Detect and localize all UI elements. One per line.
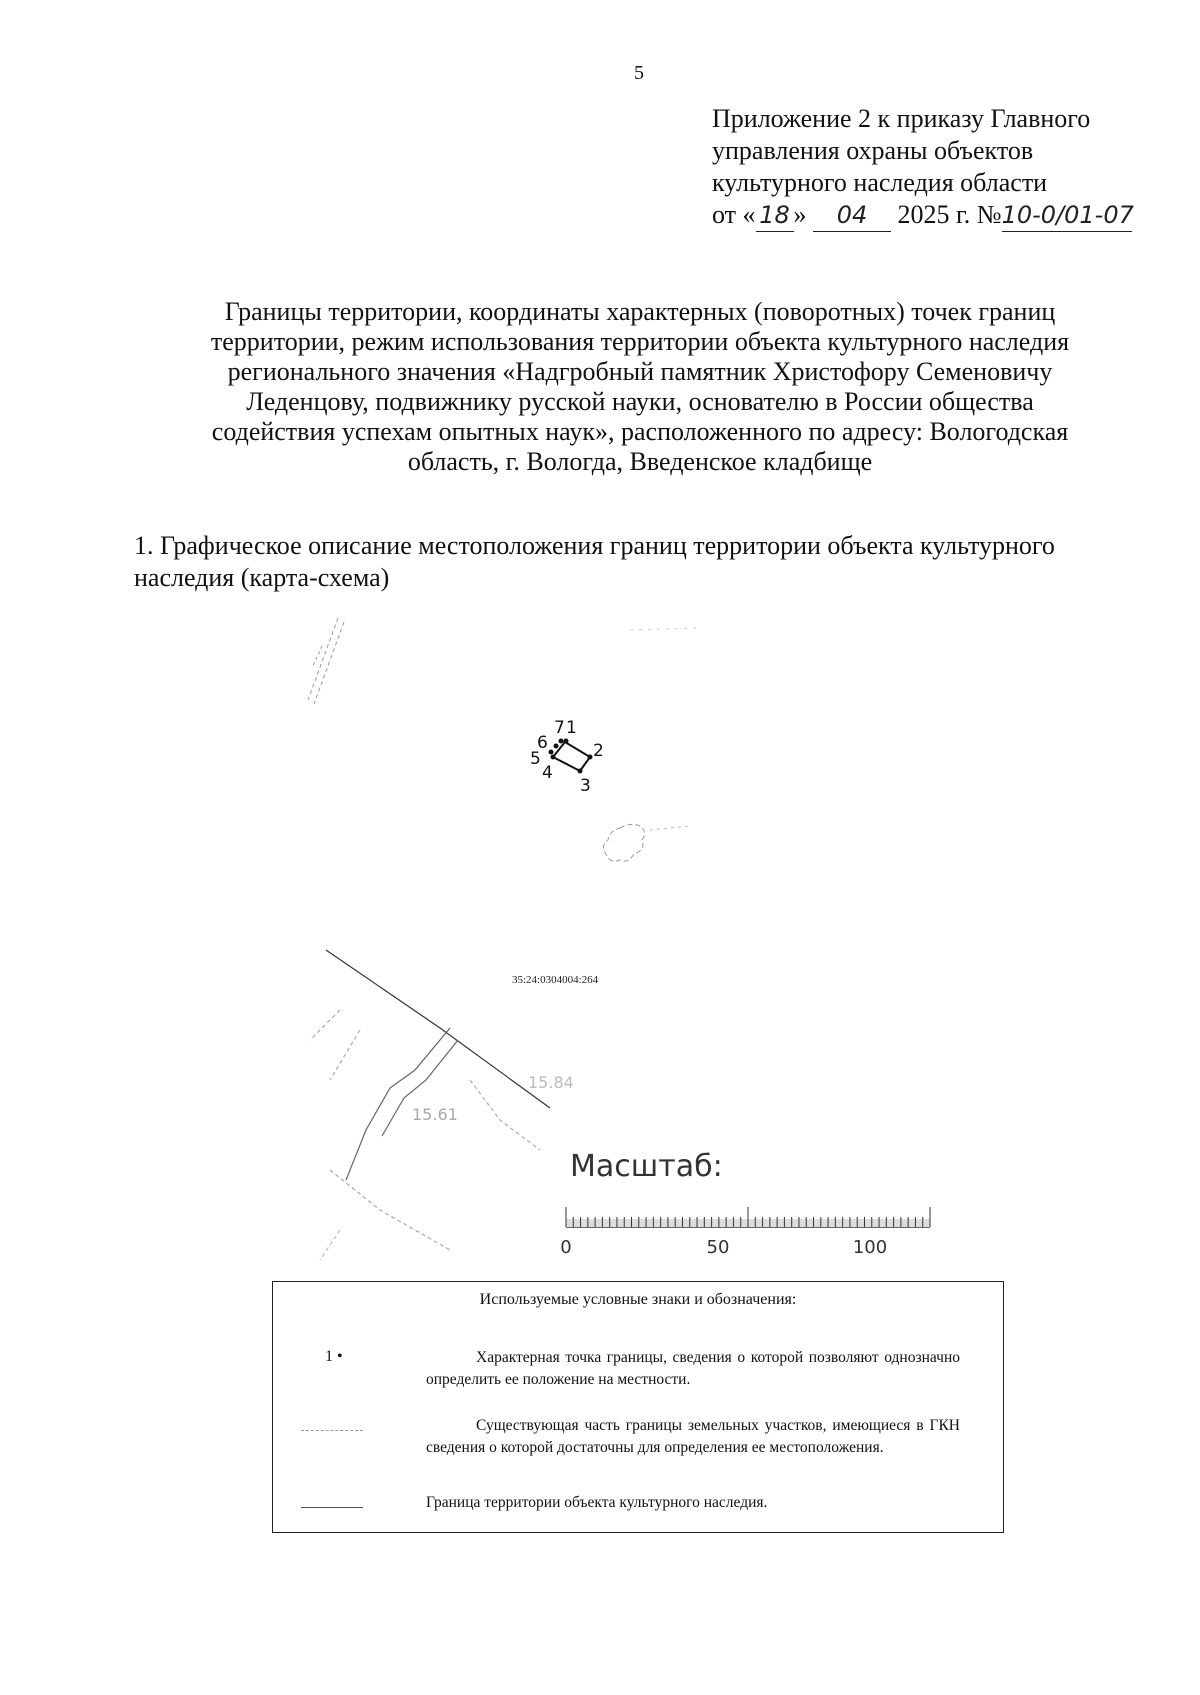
handwritten-month: 04: [813, 199, 891, 232]
title-line: территории, режим использования территории объекта культурного наследия: [210, 327, 1070, 356]
handwritten-day: 18: [756, 199, 794, 232]
point-label-3: 3: [580, 776, 591, 796]
point-label-1: 1: [566, 718, 577, 738]
boundary-point-7: [559, 739, 564, 744]
handwritten-number: 10-0/01-07: [1002, 199, 1132, 232]
legend-point-symbol: [325, 1348, 343, 1366]
boundary-point-4: [551, 755, 556, 760]
cadastral-number: 35:24:0304004:264: [512, 974, 599, 986]
point-label-6: 6: [537, 733, 548, 753]
point-label-2: 2: [593, 741, 604, 761]
faint-background-lines: [308, 618, 700, 861]
title-line: Границы территории, координаты характерных (поворотных) точек границ: [224, 297, 1056, 326]
scale-label: Масштаб:: [570, 1149, 723, 1184]
title-line: содействия успехам опытных наук», расположенного по адресу: Вологодская: [211, 417, 1069, 446]
scale-bar: [566, 1207, 930, 1227]
document-title: [140, 297, 1140, 477]
legend-item-text: Характерная точка границы, сведения о которой позволяют однозначно определить ее положение на местности.: [426, 1349, 960, 1388]
faint-map-label: 15.84: [528, 1073, 574, 1092]
faint-map-label: 15.61: [412, 1105, 458, 1124]
legend-point-number: 1: [325, 1348, 333, 1365]
title-line: регионального значения «Надгробный памятник Христофору Семеновичу: [227, 357, 1053, 386]
legend-box: [272, 1281, 1004, 1533]
appendix-header: [712, 103, 1132, 232]
appendix-line-2: управления охраны объектов: [712, 136, 1034, 165]
legend-item-text: Существующая часть границы земельных участков, имеющиеся в ГКН сведения о которой достаточны для определения ее местоположения.: [426, 1417, 960, 1456]
parcel-boundary-line-icon: [301, 1430, 363, 1431]
scale-tick-label: 50: [706, 1237, 730, 1258]
date-prefix: от «: [712, 200, 756, 229]
appendix-date-line: [712, 199, 1132, 232]
object-territory-polygon: [553, 742, 590, 771]
point-marker-icon: •: [337, 1348, 343, 1365]
scale-tick-label: 100: [852, 1237, 888, 1258]
date-year-text: 2025 г. №: [897, 200, 1002, 229]
territory-boundary-line-icon: [301, 1507, 363, 1508]
boundary-point-1: [564, 739, 569, 744]
title-line: область, г. Вологда, Введенское кладбище: [407, 447, 873, 476]
boundary-point-3: [578, 769, 583, 774]
object-boundary: [549, 739, 593, 774]
appendix-line-3: культурного наследия области: [712, 168, 1048, 197]
title-line: Леденцову, подвижнику русской науки, основателю в России общества: [246, 387, 1034, 416]
boundary-point-5: [549, 750, 554, 755]
legend-title: Используемые условные знаки и обозначения:: [479, 1291, 797, 1308]
point-label-7: 7: [554, 718, 565, 738]
page-number: 5: [634, 62, 644, 84]
site-map-scheme: [300, 610, 1000, 1270]
point-label-5: 5: [530, 749, 541, 769]
point-label-4: 4: [542, 763, 553, 783]
boundary-point-6: [554, 744, 559, 749]
boundary-point-2: [588, 755, 593, 760]
date-mid: »: [793, 200, 807, 229]
scale-tick-label: 0: [560, 1237, 572, 1258]
appendix-line-1: Приложение 2 к приказу Главного: [712, 104, 1091, 133]
section-heading: 1. Графическое описание местоположения границ территории объекта культурного наследия (карта-схема): [134, 531, 1055, 592]
legend-item-text: Граница территории объекта культурного наследия.: [426, 1494, 768, 1511]
